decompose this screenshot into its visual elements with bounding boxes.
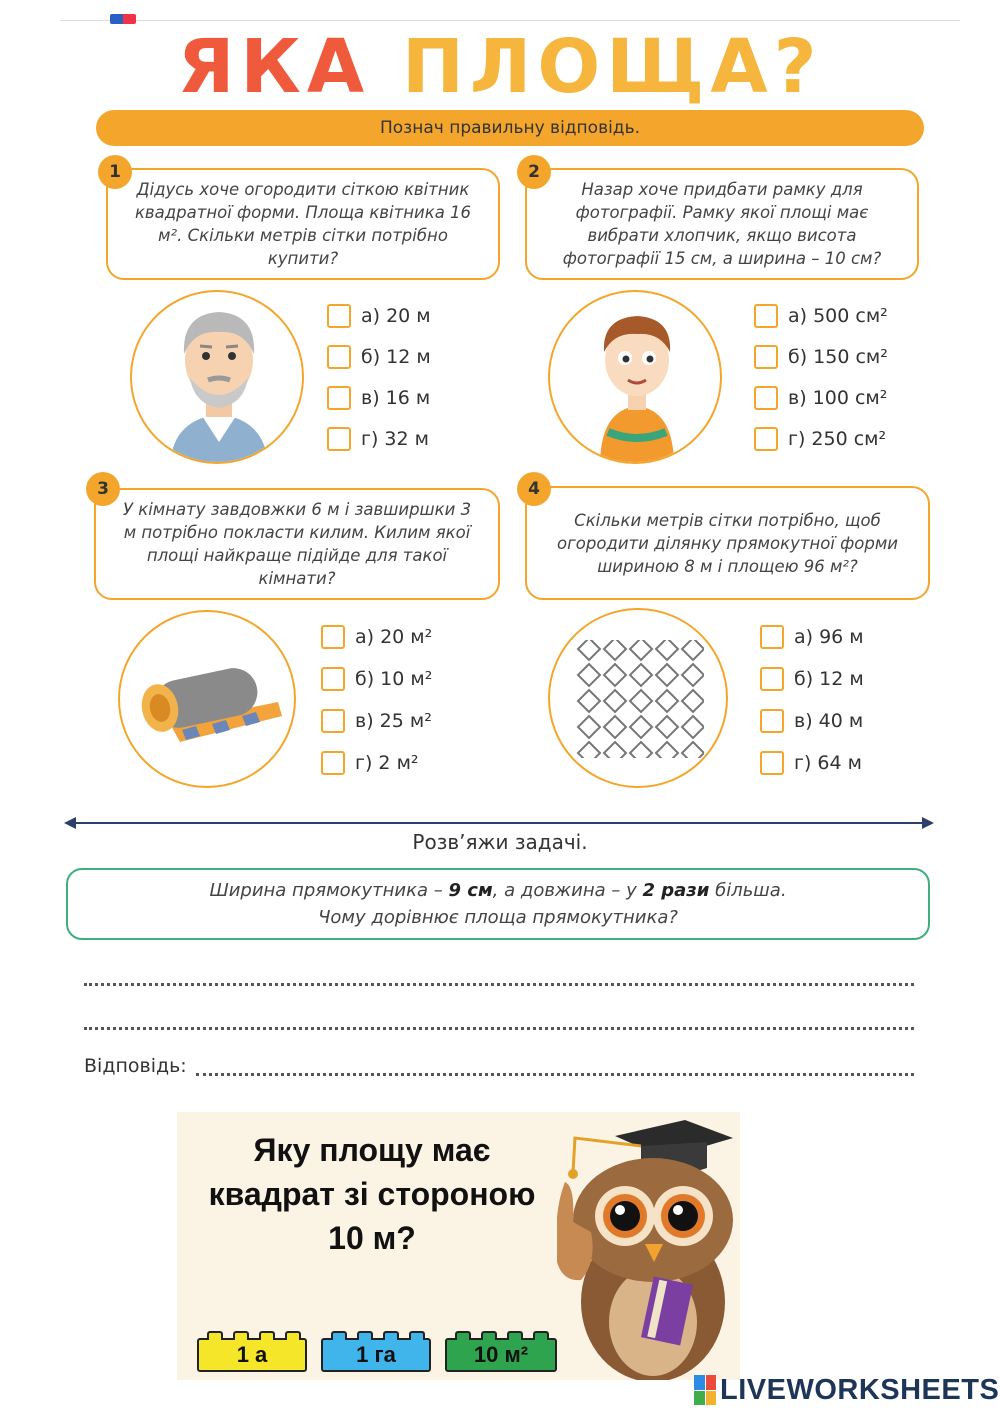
q3-option-b[interactable]	[321, 665, 432, 693]
checkbox[interactable]	[754, 427, 778, 451]
brick-stud	[507, 1331, 523, 1340]
q2-option-a[interactable]	[754, 302, 888, 330]
question-1-number: 1	[98, 155, 132, 189]
q4-option-d[interactable]	[760, 749, 862, 777]
question-3-box	[94, 488, 500, 600]
q2-option-b[interactable]	[754, 343, 888, 371]
checkbox[interactable]	[321, 667, 345, 691]
option-label: г) 250 см²	[788, 428, 887, 450]
checkbox[interactable]	[760, 751, 784, 775]
brick-stud	[207, 1331, 223, 1340]
rolled-carpet-picture	[118, 610, 296, 788]
question-4-text: Скільки метрів сітки потрібно, щоб огородити ділянку прямокутної форми шириною 8 м і площею 96 м²?	[557, 510, 898, 576]
brick-label: 1 а	[236, 1342, 268, 1367]
task-value: 2 рази	[642, 880, 710, 901]
question-4-number: 4	[517, 472, 551, 506]
option-label: г) 64 м	[794, 752, 862, 774]
option-label: в) 16 м	[361, 387, 431, 409]
task-text: , а довжина – у	[492, 880, 643, 901]
task-text: більша.	[709, 880, 787, 901]
option-label: в) 25 м²	[355, 710, 432, 732]
liveworksheets-badge-icon	[694, 1375, 716, 1405]
checkbox[interactable]	[327, 427, 351, 451]
checkbox[interactable]	[754, 304, 778, 328]
section-divider	[68, 822, 930, 824]
q1-option-d[interactable]	[327, 425, 429, 453]
answer-line-1[interactable]	[84, 976, 914, 986]
q1-option-a[interactable]	[327, 302, 431, 330]
brick-stud	[357, 1331, 373, 1340]
brick-label: 10 м²	[473, 1342, 529, 1367]
task-heading: Розв’яжи задачі.	[412, 830, 588, 854]
answer-line-2[interactable]	[84, 1020, 914, 1030]
option-label: б) 12 м	[361, 346, 431, 368]
option-label: а) 500 см²	[788, 305, 888, 327]
question-3-text: У кімнату завдовжки 6 м і завширшки 3 м потрібно покласти килим. Килим якої площі найкраще підійде для такої кімнати?	[122, 500, 472, 588]
q1-option-b[interactable]	[327, 343, 431, 371]
arrow-right-icon	[922, 817, 934, 829]
task-text: Ширина прямокутника –	[209, 880, 449, 901]
brick-stud	[481, 1331, 497, 1340]
question-3-number: 3	[86, 472, 120, 506]
option-label: а) 20 м²	[355, 626, 433, 648]
brick-stud	[455, 1331, 471, 1340]
top-rule	[60, 20, 960, 21]
brick-answer-2[interactable]	[321, 1338, 431, 1372]
option-label: б) 12 м	[794, 668, 864, 690]
arrow-left-icon	[64, 817, 76, 829]
q4-option-c[interactable]	[760, 707, 863, 735]
owl-graduate-picture	[557, 1112, 740, 1380]
checkbox[interactable]	[327, 345, 351, 369]
task-value: 9 см	[448, 880, 493, 901]
q1-option-c[interactable]	[327, 384, 430, 412]
q2-option-c[interactable]	[754, 384, 887, 412]
option-label: а) 96 м	[794, 626, 864, 648]
brand-name: LIVEWORKSHEETS	[720, 1373, 1000, 1406]
checkbox[interactable]	[754, 386, 778, 410]
checkbox[interactable]	[327, 304, 351, 328]
task-line-1	[68, 877, 928, 904]
q4-option-a[interactable]	[760, 623, 864, 651]
brick-label: 1 га	[356, 1342, 396, 1367]
checkbox[interactable]	[760, 709, 784, 733]
answer-field[interactable]	[196, 1066, 914, 1076]
brick-stud	[331, 1331, 347, 1340]
brick-answer-3[interactable]	[445, 1338, 557, 1372]
option-label: г) 2 м²	[355, 752, 419, 774]
question-1-text: Дідусь хоче огородити сіткою квітник квадратної форми. Площа квітника 16 м². Скільки метрів сітки потрібно купити?	[134, 180, 472, 268]
checkbox[interactable]	[321, 709, 345, 733]
chain-link-fence-picture	[548, 608, 728, 788]
brick-answer-1[interactable]	[197, 1338, 307, 1372]
instruction-banner: Познач правильну відповідь.	[96, 110, 924, 146]
question-1-box	[106, 168, 500, 280]
question-2-number: 2	[517, 155, 551, 189]
brick-stud	[409, 1331, 425, 1340]
q4-option-b[interactable]	[760, 665, 864, 693]
page-title	[0, 22, 1000, 112]
brick-stud	[533, 1331, 549, 1340]
grandfather-picture	[130, 290, 304, 464]
checkbox[interactable]	[327, 386, 351, 410]
question-4-box	[525, 486, 930, 600]
brick-stud	[233, 1331, 249, 1340]
option-label: б) 10 м²	[355, 668, 433, 690]
question-2-box	[525, 168, 919, 280]
checkbox[interactable]	[321, 751, 345, 775]
option-label: г) 32 м	[361, 428, 429, 450]
option-label: а) 20 м	[361, 305, 431, 327]
liveworksheets-logo	[694, 1372, 999, 1408]
brick-stud	[259, 1331, 275, 1340]
promo-question: Яку площу має квадрат зі стороною 10 м?	[208, 1132, 536, 1256]
boy-picture	[548, 290, 722, 464]
checkbox[interactable]	[321, 625, 345, 649]
brick-stud	[285, 1331, 301, 1340]
q3-option-d[interactable]	[321, 749, 419, 777]
checkbox[interactable]	[760, 625, 784, 649]
option-label: в) 40 м	[794, 710, 864, 732]
title-word-2: ПЛОЩА?	[401, 24, 823, 110]
answer-label: Відповідь:	[84, 1055, 187, 1077]
q2-option-d[interactable]	[754, 425, 886, 453]
task-line-2: Чому дорівнює площа прямокутника?	[318, 907, 678, 928]
option-label: в) 100 см²	[788, 387, 888, 409]
q3-option-a[interactable]	[321, 623, 432, 651]
brick-stud	[383, 1331, 399, 1340]
title-word-1: ЯКА	[177, 24, 371, 110]
promo-banner	[177, 1112, 740, 1380]
option-label: б) 150 см²	[788, 346, 888, 368]
q3-option-c[interactable]	[321, 707, 432, 735]
checkbox[interactable]	[754, 345, 778, 369]
checkbox[interactable]	[760, 667, 784, 691]
task-box	[66, 868, 930, 940]
question-2-text: Назар хоче придбати рамку для фотографії. Рамку якої площі має вибрати хлопчик, якщо висота фотографії 15 см, а ширина – 10 см?	[562, 180, 882, 268]
